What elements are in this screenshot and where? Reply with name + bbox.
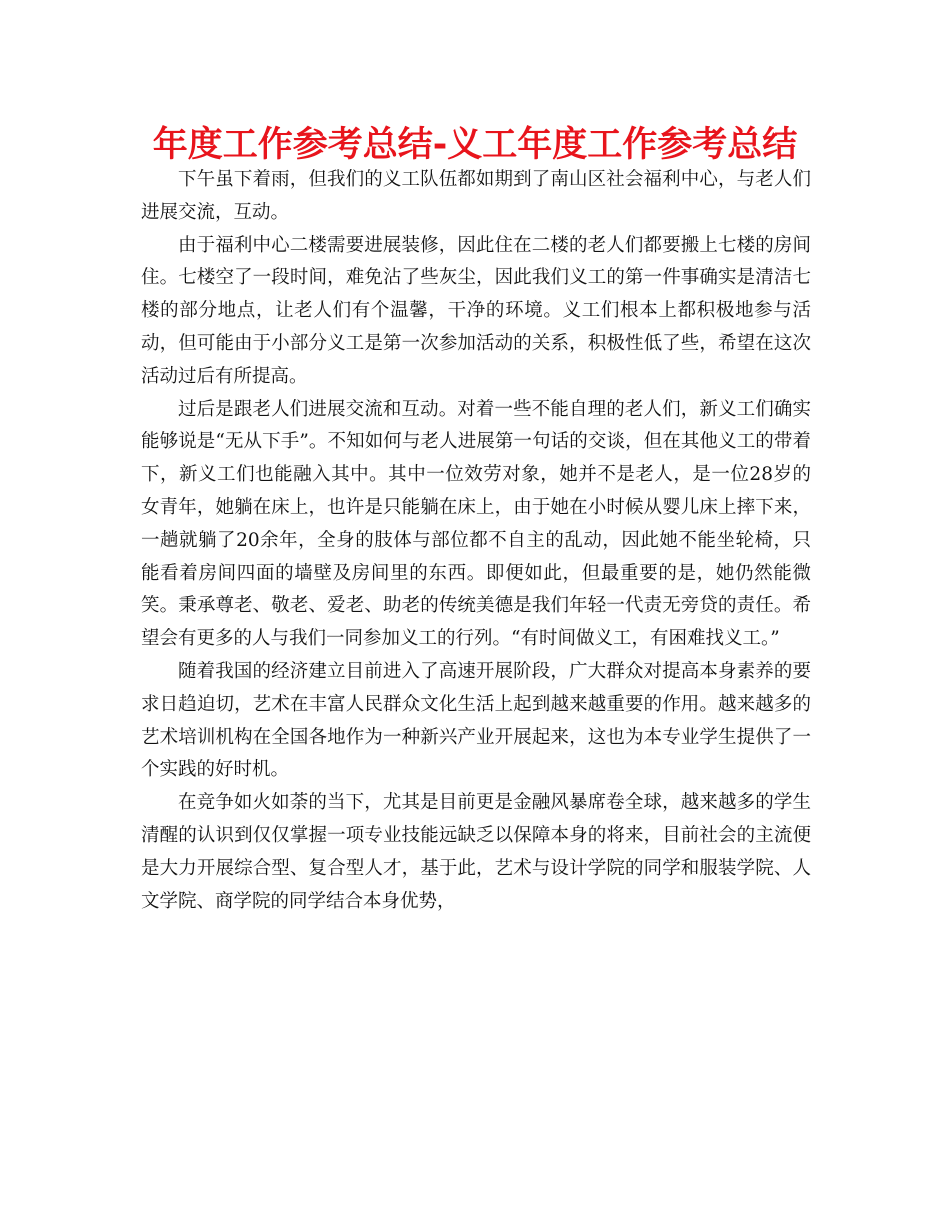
body-paragraph-1: 下午虽下着雨，但我们的义工队伍都如期到了南山区社会福利中心，与老人们进展交流，互动。 [141, 169, 811, 223]
body-paragraph-4: 随着我国的经济建立目前进入了高速开展阶段，广大群众对提高本身素养的要求日趋迫切，艺术在丰富人民群众文化生活上起到越来越重要的作用。越来越多的艺术培训机构在全国各地作为一种新兴产业开展起来，这也为本专业学生提供了一个实践的好时机。 [141, 660, 811, 781]
body-paragraph-2: 由于福利中心二楼需要进展装修，因此住在二楼的老人们都要搬上七楼的房间住。七楼空了一段时间，难免沾了些灰尘，因此我们义工的第一件事确实是清洁七楼的部分地点，让老人们有个温馨，干净的环境。义工们根本上都积极地参与活动，但可能由于小部分义工是第一次参加活动的关系，积极性低了些，希望在这次活动过后有所提高。 [141, 234, 811, 387]
body-paragraph-3: 过后是跟老人们进展交流和互动。对着一些不能自理的老人们，新义工们确实能够说是“无从下手”。不知如何与老人进展第一句话的交谈，但在其他义工的带着下，新义工们也能融入其中。其中一位效劳对象，她并不是老人，是一位28岁的女青年，她躺在床上，也许是只能躺在床上，由于她在小时候从婴儿床上摔下来，一趟就躺了20余年，全身的肢体与部位都不自主的乱动，因此她不能坐轮椅，只能看着房间四面的墙壁及房间里的东西。即便如此，但最重要的是，她仍然能微笑。秉承尊老、敬老、爱老、助老的传统美德是我们年轻一代责无旁贷的责任。希望会有更多的人与我们一同参加义工的行列。“有时间做义工，有困难找义工。” [141, 398, 811, 650]
body-paragraph-5: 在竞争如火如荼的当下，尤其是目前更是金融风暴席卷全球，越来越多的学生清醒的认识到仅仅掌握一项专业技能远缺乏以保障本身的将来，目前社会的主流便是大力开展综合型、复合型人才，基于此，艺术与设计学院的同学和服装学院、人文学院、商学院的同学结合本身优势， [141, 792, 811, 912]
document-body [141, 164, 811, 918]
document-title: 年度工作参考总结-义工年度工作参考总结 [152, 125, 798, 165]
